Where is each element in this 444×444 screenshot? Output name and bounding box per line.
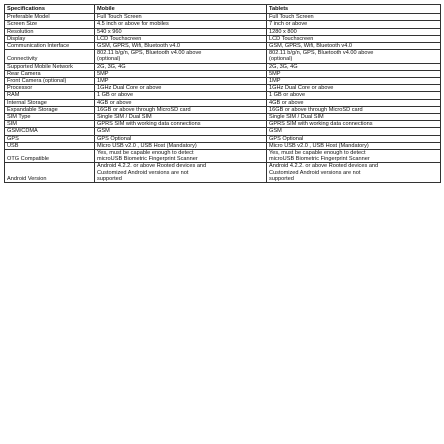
- spec-label: [5, 114, 95, 121]
- table-row: [5, 85, 441, 92]
- mobile-value: [95, 92, 267, 99]
- tablet-value-text: 16GB or above through MicroSD card: [269, 106, 363, 113]
- table-row: [5, 70, 441, 77]
- table-row: [5, 150, 441, 163]
- tablet-value: [267, 163, 441, 183]
- tablet-value-text: GPRS SIM with working data connections: [269, 121, 373, 128]
- header-mobile: Mobile: [95, 5, 267, 14]
- spec-label-text: Screen Size: [7, 21, 38, 28]
- table-row: [5, 14, 441, 21]
- spec-label: [5, 121, 95, 128]
- spec-label: [5, 99, 95, 106]
- mobile-value-text: 1GHz Dual Core or above: [97, 85, 162, 92]
- mobile-value-text: GSM: [97, 128, 110, 135]
- tablet-value-text: 5MP: [269, 70, 281, 77]
- table-row: [5, 163, 441, 183]
- spec-label: [5, 14, 95, 21]
- spec-label-text: Display: [7, 35, 26, 42]
- spec-label: [5, 128, 95, 135]
- spec-label-text: SIM: [7, 121, 17, 128]
- mobile-value: [95, 106, 267, 113]
- spec-label-text: Rear Camera: [7, 70, 41, 77]
- tablet-value: [267, 114, 441, 121]
- spec-label-text: RAM: [7, 92, 20, 99]
- table-row: [5, 43, 441, 50]
- tablet-value-text: Yes, must be capable enough to detect microUSB Biometric Fingerprint Scanner: [269, 150, 370, 163]
- spec-label-text: Internal Storage: [7, 99, 47, 106]
- tablet-value: [267, 106, 441, 113]
- tablet-value: [267, 50, 441, 63]
- spec-label-text: SIM Type: [7, 114, 31, 121]
- spec-label: [5, 43, 95, 50]
- spec-label: [5, 142, 95, 149]
- mobile-value: [95, 28, 267, 35]
- tablet-value-text: 1GHz Dual Core or above: [269, 85, 334, 92]
- specifications-table: [4, 4, 441, 183]
- tablet-value: [267, 150, 441, 163]
- spec-label-text: USB: [7, 142, 19, 149]
- spec-label-text: Resolution: [7, 28, 34, 35]
- mobile-value: [95, 14, 267, 21]
- mobile-value: [95, 85, 267, 92]
- mobile-value-text: Android 4.2.2. or above Rooted devices and Customized Android versions are not supported: [97, 163, 207, 182]
- tablet-value: [267, 121, 441, 128]
- mobile-value: [95, 50, 267, 63]
- mobile-value-text: 16GB or above through MicroSD card: [97, 106, 191, 113]
- tablet-value: [267, 92, 441, 99]
- table-body: [5, 14, 441, 183]
- table-row: [5, 50, 441, 63]
- tablet-value: [267, 35, 441, 42]
- tablet-value-text: GSM, GPRS, Wifi, Bluetooth v4.0: [269, 43, 353, 50]
- mobile-value: [95, 21, 267, 28]
- tablet-value: [267, 128, 441, 135]
- tablet-value: [267, 135, 441, 142]
- spec-label: [5, 35, 95, 42]
- mobile-value-text: GPRS SIM with working data connections: [97, 121, 201, 128]
- spec-label-text: Supported Mobile Network: [7, 63, 73, 70]
- mobile-value-text: GPS Optional: [97, 135, 132, 142]
- table-header-row: [5, 5, 441, 14]
- mobile-value: [95, 35, 267, 42]
- tablet-value-text: 4GB or above: [269, 99, 304, 106]
- spec-label: [5, 150, 95, 163]
- spec-label: [5, 70, 95, 77]
- spec-label: [5, 106, 95, 113]
- mobile-value-text: Full Touch Screen: [97, 14, 142, 21]
- mobile-value: [95, 163, 267, 183]
- mobile-value: [95, 63, 267, 70]
- table-row: [5, 106, 441, 113]
- table-row: [5, 128, 441, 135]
- mobile-value: [95, 78, 267, 85]
- mobile-value-text: 5MP: [97, 70, 109, 77]
- table-row: [5, 142, 441, 149]
- tablet-value-text: Full Touch Screen: [269, 14, 314, 21]
- tablet-value-text: Android 4.2.2. or above Rooted devices and Customized Android versions are not supported: [269, 163, 379, 182]
- mobile-value-text: 1MP: [97, 78, 109, 85]
- tablet-value-text: GPS Optional: [269, 135, 304, 142]
- mobile-value-text: 2G, 3G, 4G: [97, 63, 126, 70]
- spec-label-text: GPS: [7, 135, 19, 142]
- tablet-value-text: GSM: [269, 128, 282, 135]
- table-row: [5, 35, 441, 42]
- spec-label: [5, 135, 95, 142]
- tablet-value: [267, 43, 441, 50]
- tablet-value-text: Single SIM / Dual SIM: [269, 114, 324, 121]
- table-row: [5, 121, 441, 128]
- mobile-value-text: Yes, must be capable enough to detect microUSB Biometric Fingerprint Scanner: [97, 150, 198, 163]
- spec-label: [5, 63, 95, 70]
- spec-label-text: Preferable Model: [7, 14, 50, 21]
- mobile-value-text: Single SIM / Dual SIM: [97, 114, 152, 121]
- spec-label-text: Processor: [7, 85, 33, 92]
- tablet-value: [267, 78, 441, 85]
- tablet-value-text: 1 GB or above: [269, 92, 306, 99]
- mobile-value: [95, 43, 267, 50]
- tablet-value: [267, 28, 441, 35]
- spec-label: [5, 163, 95, 183]
- tablet-value-text: 7 inch or above: [269, 21, 308, 28]
- spec-label: [5, 28, 95, 35]
- table-row: [5, 78, 441, 85]
- tablet-value: [267, 21, 441, 28]
- spec-label: [5, 92, 95, 99]
- spec-label: [5, 85, 95, 92]
- tablet-value-text: 1280 x 800: [269, 28, 297, 35]
- table-row: [5, 28, 441, 35]
- tablet-value: [267, 14, 441, 21]
- spec-label-text: Connectivity: [7, 56, 38, 63]
- mobile-value: [95, 121, 267, 128]
- spec-label-text: Android Version: [7, 175, 47, 182]
- mobile-value-text: GSM, GPRS, Wifi, Bluetooth v4.0: [97, 43, 181, 50]
- mobile-value: [95, 142, 267, 149]
- spec-label: [5, 21, 95, 28]
- spec-label: [5, 78, 95, 85]
- mobile-value-text: 1 GB or above: [97, 92, 134, 99]
- table-row: [5, 135, 441, 142]
- mobile-value: [95, 135, 267, 142]
- mobile-value: [95, 150, 267, 163]
- mobile-value-text: 802.11 b/g/n, GPS, Bluetooth v4.00 above (optional): [97, 50, 202, 63]
- spec-label-text: OTG Compatible: [7, 156, 49, 163]
- mobile-value-text: 4GB or above: [97, 99, 132, 106]
- mobile-value: [95, 70, 267, 77]
- tablet-value-text: 802.11 b/g/n, GPS, Bluetooth v4.00 above (optional): [269, 50, 374, 63]
- table-row: [5, 92, 441, 99]
- table-row: [5, 63, 441, 70]
- spec-label-text: Expandable Storage: [7, 106, 58, 113]
- mobile-value-text: 4.5 inch or above for mobiles: [97, 21, 169, 28]
- mobile-value: [95, 128, 267, 135]
- mobile-value-text: LCD Touchscreen: [97, 35, 142, 42]
- table-row: [5, 114, 441, 121]
- mobile-value-text: 540 x 960: [97, 28, 122, 35]
- tablet-value: [267, 99, 441, 106]
- spec-label-text: Communication Interface: [7, 43, 70, 50]
- mobile-value-text: Micro USB v2.0 , USB Host (Mandatory): [97, 142, 197, 149]
- tablet-value: [267, 63, 441, 70]
- header-specifications: Specifications: [5, 5, 95, 14]
- tablet-value-text: 1MP: [269, 78, 281, 85]
- spec-label-text: GSM/CDMA: [7, 128, 38, 135]
- tablet-value: [267, 85, 441, 92]
- tablet-value: [267, 70, 441, 77]
- table-row: [5, 99, 441, 106]
- mobile-value: [95, 114, 267, 121]
- tablet-value-text: 2G, 3G, 4G: [269, 63, 298, 70]
- mobile-value: [95, 99, 267, 106]
- spec-label: [5, 50, 95, 63]
- tablet-value-text: Micro USB v2.0 , USB Host (Mandatory): [269, 142, 369, 149]
- header-tablets: Tablets: [267, 5, 441, 14]
- table-row: [5, 21, 441, 28]
- spec-label-text: Front Camera (optional): [7, 78, 67, 85]
- tablet-value-text: LCD Touchscreen: [269, 35, 314, 42]
- tablet-value: [267, 142, 441, 149]
